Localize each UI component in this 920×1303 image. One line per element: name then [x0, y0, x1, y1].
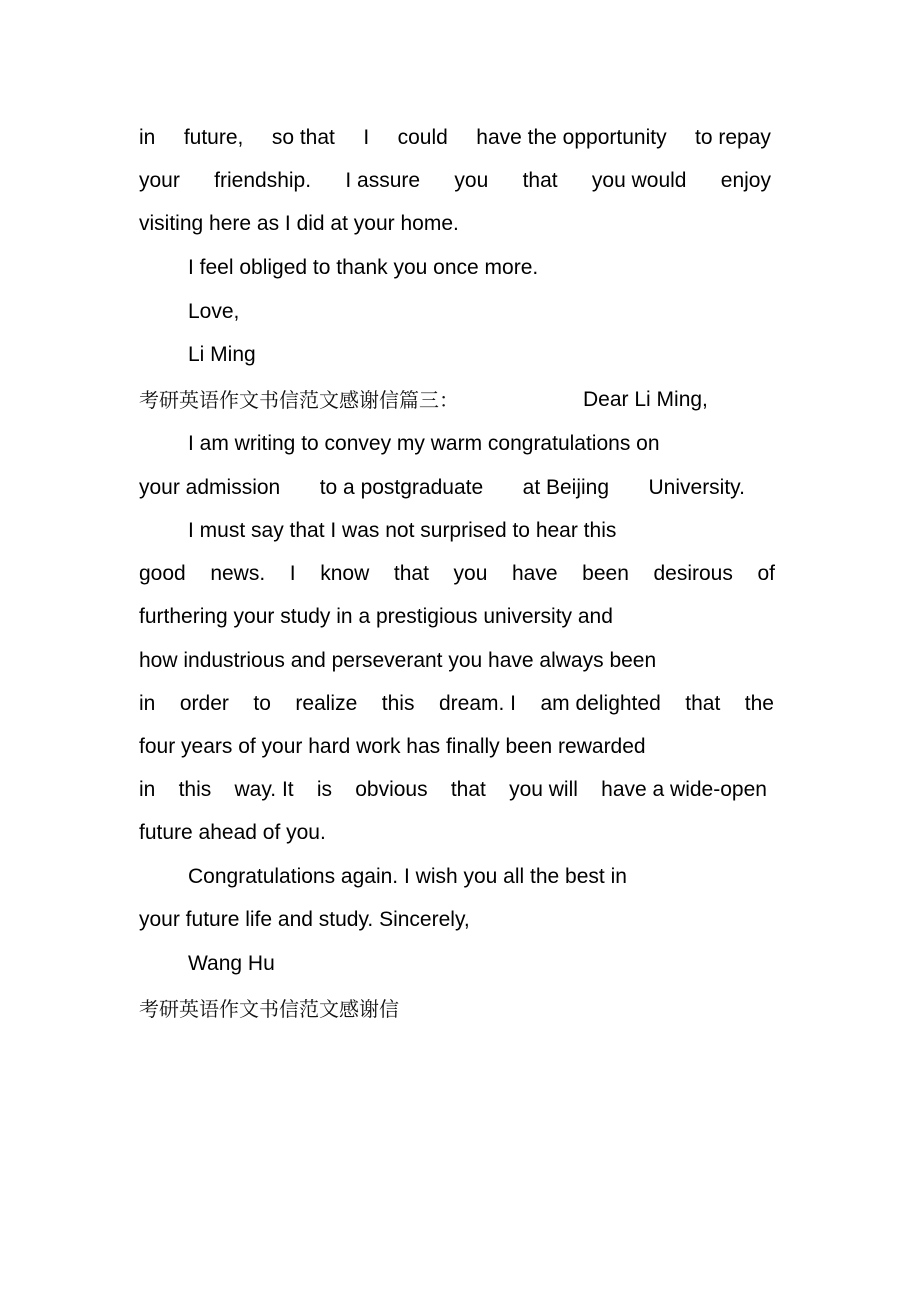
- p3-line-1: I am writing to convey my warm congratulations on: [188, 432, 660, 455]
- footer-title: 考研英语作文书信范文感谢信: [139, 997, 399, 1021]
- signature: Li Ming: [188, 343, 256, 366]
- word: in: [139, 126, 156, 149]
- p2-line: I feel obliged to thank you once more.: [188, 256, 539, 279]
- closing: Love,: [188, 300, 240, 323]
- word: you will: [509, 778, 578, 801]
- phrase: University.: [648, 476, 745, 499]
- phrase: at Beijing: [522, 476, 610, 499]
- word: been: [582, 562, 629, 585]
- salutation: Dear Li Ming,: [583, 388, 708, 411]
- word: am delighted: [540, 692, 661, 715]
- word: that: [393, 562, 429, 585]
- word: is: [316, 778, 332, 801]
- p1-line-1: [139, 126, 771, 150]
- p4-line-6: four years of your hard work has finally been rewarded: [139, 735, 646, 758]
- p4-line-7: [139, 778, 767, 802]
- word: so that: [271, 126, 335, 149]
- word: know: [320, 562, 370, 585]
- word: desirous: [653, 562, 733, 585]
- word: friendship.: [214, 169, 312, 192]
- p4-line-3: furthering your study in a prestigious university and: [139, 605, 613, 628]
- word: news.: [210, 562, 266, 585]
- word: have the opportunity: [476, 126, 667, 149]
- word: the: [744, 692, 774, 715]
- word: order: [179, 692, 229, 715]
- word: your: [139, 169, 180, 192]
- p1-line-3: visiting here as I did at your home.: [139, 212, 459, 235]
- word: have a wide-open: [601, 778, 767, 801]
- p1-line-2: [139, 169, 771, 193]
- word: that: [685, 692, 721, 715]
- p4-line-5: [139, 692, 774, 716]
- word: could: [397, 126, 448, 149]
- word: that: [522, 169, 558, 192]
- word: to repay: [695, 126, 771, 149]
- word: way. It: [234, 778, 294, 801]
- word: to: [253, 692, 271, 715]
- p3-line-2: [139, 476, 745, 500]
- word: in: [139, 692, 156, 715]
- p5-line-1: Congratulations again. I wish you all the best in: [188, 865, 627, 888]
- word: you: [453, 562, 488, 585]
- word: you: [454, 169, 489, 192]
- p4-line-8: future ahead of you.: [139, 821, 326, 844]
- word: enjoy: [720, 169, 771, 192]
- word: have: [512, 562, 558, 585]
- word: this: [381, 692, 415, 715]
- word: of: [757, 562, 775, 585]
- word: this: [178, 778, 212, 801]
- word: I: [363, 126, 370, 149]
- word: dream. I: [438, 692, 516, 715]
- p4-line-4: how industrious and perseverant you have always been: [139, 649, 657, 672]
- phrase: your admission: [139, 476, 281, 499]
- word: obvious: [355, 778, 428, 801]
- p4-line-2: [139, 562, 775, 586]
- p5-line-2: your future life and study. Sincerely,: [139, 908, 470, 931]
- section-heading: 考研英语作文书信范文感谢信篇三：: [139, 388, 459, 412]
- signature-2: Wang Hu: [188, 952, 275, 975]
- word: good: [139, 562, 186, 585]
- word: I: [289, 562, 296, 585]
- phrase: to a postgraduate: [319, 476, 484, 499]
- word: you would: [591, 169, 687, 192]
- word: I assure: [345, 169, 421, 192]
- word: that: [450, 778, 486, 801]
- word: in: [139, 778, 156, 801]
- word: future,: [183, 126, 244, 149]
- heading-salutation-line: [139, 388, 771, 413]
- p4-line-1: I must say that I was not surprised to hear this: [188, 519, 617, 542]
- word: realize: [295, 692, 358, 715]
